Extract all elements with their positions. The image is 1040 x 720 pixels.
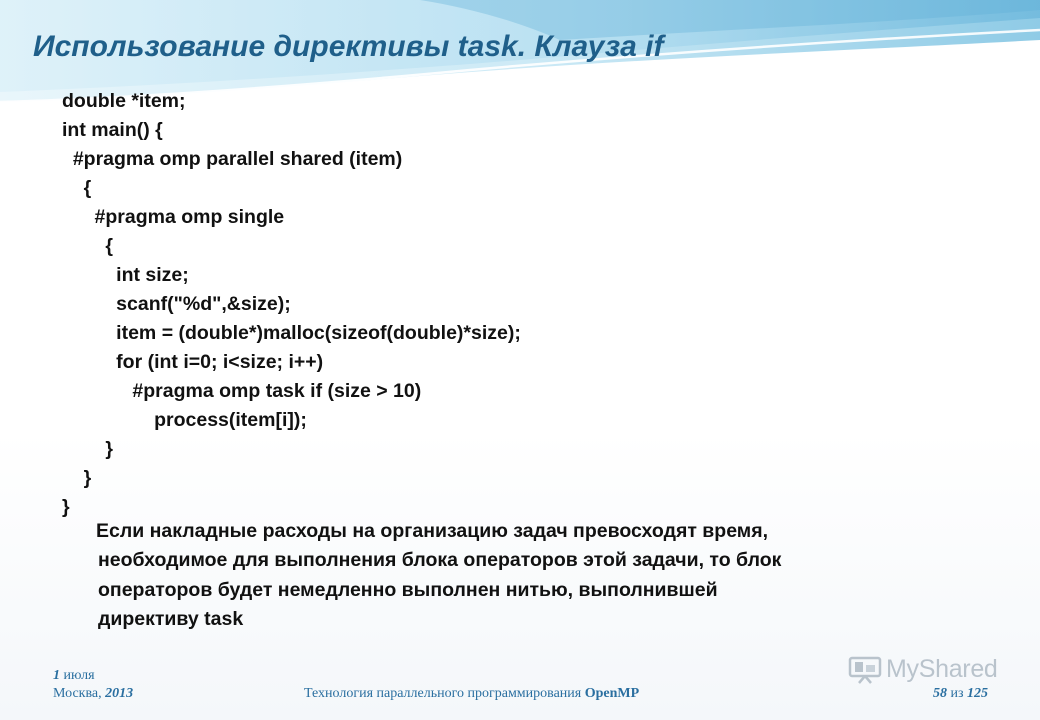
code-line: #pragma omp single [62, 206, 285, 228]
code-line: #pragma omp parallel shared (item) [62, 148, 403, 170]
code-line: #pragma omp task if (size > 10) [62, 380, 422, 402]
code-line: { [62, 235, 113, 257]
footer-course-tech: OpenMP [584, 686, 640, 701]
code-line: int main() { [62, 119, 163, 141]
description-line: Если накладные расходы на организацию задач превосходят время, [96, 520, 769, 542]
slide-title: Использование директивы task. Клауза if [33, 30, 664, 63]
description-block [0, 517, 1000, 634]
footer-year: 2013 [105, 686, 134, 701]
footer-day: 1 [53, 668, 60, 683]
description-line: необходимое для выполнения блока операторов этой задачи, то блок [98, 549, 782, 572]
code-line: } [62, 467, 92, 489]
description-line: директиву task [98, 607, 244, 630]
footer-page-current: 58 [932, 686, 947, 701]
watermark-logo [848, 655, 998, 684]
description-line: операторов будет немедленно выполнен нитью, выполнившей [98, 578, 718, 601]
code-line: { [62, 177, 92, 199]
footer-page-total: 125 [967, 686, 988, 701]
code-line: for (int i=0; i<size; i++) [62, 351, 324, 373]
code-line: int size; [62, 264, 189, 286]
projector-screen-icon [848, 656, 882, 684]
code-line: } [62, 438, 113, 460]
footer-page-of: из [950, 686, 964, 701]
code-block [62, 87, 962, 522]
code-line: item = (double*)malloc(sizeof(double)*size); [62, 322, 521, 344]
code-line: scanf("%d",&size); [62, 293, 291, 315]
code-line: double *item; [62, 90, 186, 112]
watermark-text: MyShared [886, 655, 998, 683]
footer-course [304, 686, 639, 702]
footer-page-number [933, 686, 988, 702]
footer-city: Москва [53, 686, 99, 701]
code-line: process(item[i]); [62, 409, 307, 431]
footer-month: июля [63, 668, 95, 683]
footer-date: 1 июля Москва, 2013 [53, 668, 134, 701]
code-line: } [62, 496, 70, 518]
footer-course-prefix: Технология параллельного программирования [304, 686, 582, 701]
